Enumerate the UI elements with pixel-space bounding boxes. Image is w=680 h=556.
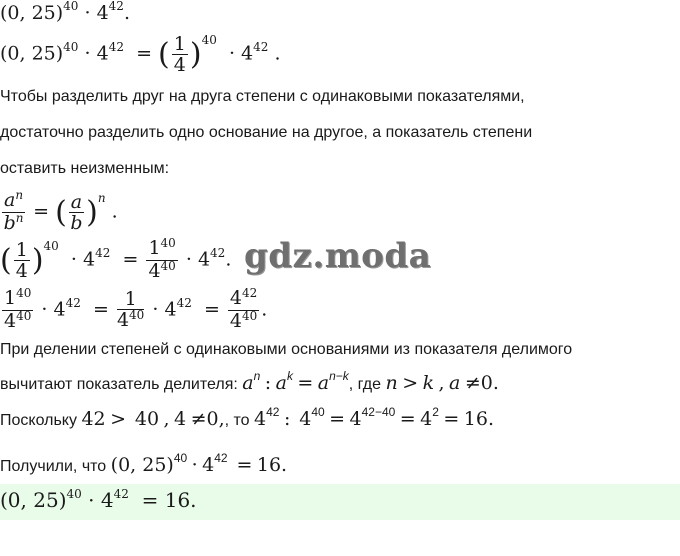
sixteen: 16 bbox=[463, 408, 488, 430]
a: a bbox=[449, 372, 461, 394]
four: 4 bbox=[349, 408, 362, 430]
dot: · bbox=[191, 454, 198, 476]
exp: 42 bbox=[266, 405, 280, 419]
zero: 0 bbox=[480, 372, 493, 394]
n42: 42 bbox=[81, 408, 106, 430]
exp: 40 bbox=[63, 39, 79, 54]
fraction-1pow40-4pow40 bbox=[146, 238, 177, 283]
exp: n bbox=[253, 369, 261, 383]
dot: · bbox=[228, 42, 235, 65]
equals: = bbox=[122, 248, 139, 271]
exp: 42 bbox=[95, 245, 111, 260]
denominator: b bbox=[70, 212, 83, 234]
text: Поскольку bbox=[0, 412, 77, 429]
four: 4 bbox=[164, 298, 177, 321]
fraction-a-b bbox=[69, 192, 84, 233]
mult: · 4 bbox=[78, 2, 109, 24]
base: (0, 25) bbox=[0, 42, 64, 65]
exp: n bbox=[15, 188, 24, 202]
fraction-an-bn bbox=[2, 190, 25, 235]
base: (0, 25) bbox=[0, 488, 67, 512]
fraction-1-4 bbox=[172, 34, 188, 75]
colon: : bbox=[283, 408, 291, 430]
a: a bbox=[275, 372, 287, 394]
formula-power-quotient: $\frac{a^n}{b^n}$ = ( $\frac{a}{b}$ )$^n$ . bbox=[3, 188, 118, 234]
exp: 40 bbox=[16, 286, 32, 300]
equals: = bbox=[236, 454, 253, 476]
exp: 42 bbox=[176, 295, 192, 310]
dot: · bbox=[70, 248, 77, 271]
period: . bbox=[123, 2, 130, 24]
answer-line: (0, $25)^{40} \cdot 4^{42} = 16$. bbox=[0, 487, 197, 512]
exp: 40 bbox=[242, 309, 258, 323]
expression-line-2: (0, $25)^{40} \cdot 4^{42}$ = ( $\frac{1}{4}$ )$^{40} \cdot 4^{42}$ . bbox=[0, 32, 281, 76]
a: a bbox=[242, 372, 254, 394]
numerator: 1 bbox=[173, 33, 186, 55]
exp: 40 bbox=[311, 405, 325, 419]
denominator bbox=[146, 261, 177, 283]
n: n bbox=[385, 372, 398, 394]
four: 4 bbox=[96, 42, 109, 65]
text: , где bbox=[348, 376, 382, 393]
four: 4 bbox=[241, 42, 254, 65]
equals: = bbox=[141, 488, 159, 512]
four: 4 bbox=[53, 298, 66, 321]
fraction-1pow40-4pow40 bbox=[2, 288, 33, 333]
text: вычитают показатель делителя: bbox=[0, 376, 238, 393]
four: 4 bbox=[100, 488, 114, 512]
exp: 42 bbox=[253, 39, 269, 54]
exp: 40 bbox=[63, 0, 79, 13]
paren: ) bbox=[31, 243, 44, 278]
text-line-3: оставить неизменным: bbox=[0, 160, 170, 177]
equals: = bbox=[399, 408, 416, 430]
gt: > bbox=[110, 408, 126, 430]
four: 4 bbox=[202, 454, 215, 476]
numerator bbox=[228, 288, 259, 311]
one: 1 bbox=[148, 237, 161, 259]
dot: · bbox=[41, 298, 48, 321]
dot: · bbox=[152, 298, 159, 321]
fraction-4pow42-4pow40 bbox=[228, 288, 259, 333]
text-line-7: Получили, что (0, $25)^{40} \cdot 4^{42} = 16$. bbox=[0, 451, 288, 476]
exp: 40 bbox=[160, 259, 176, 273]
exp: n−k bbox=[329, 369, 349, 383]
k: k bbox=[422, 372, 435, 394]
dot: · bbox=[88, 488, 95, 512]
exp: 42 bbox=[108, 0, 124, 13]
four: 4 bbox=[299, 408, 312, 430]
equals: = bbox=[92, 298, 109, 321]
exp: 42 bbox=[214, 451, 228, 465]
exp: 42 bbox=[108, 39, 124, 54]
text-line-1: Чтобы разделить друг на друга степени с одинаковыми показателями, bbox=[0, 88, 525, 105]
sixteen: 16 bbox=[164, 488, 191, 512]
sixteen: 16 bbox=[256, 454, 282, 476]
four: 4 bbox=[420, 408, 433, 430]
exp: 40 bbox=[43, 238, 59, 253]
colon: : bbox=[264, 372, 272, 394]
four: 4 bbox=[229, 310, 242, 332]
paren: ) bbox=[189, 37, 202, 72]
gt: > bbox=[402, 372, 419, 394]
dot: · bbox=[84, 42, 91, 65]
a: a bbox=[4, 189, 16, 211]
numerator bbox=[2, 288, 33, 311]
denominator: 4 bbox=[15, 260, 28, 282]
equals: = bbox=[33, 200, 50, 223]
numerator: a bbox=[70, 191, 83, 213]
neq: ≠ bbox=[464, 372, 481, 394]
exp: 40 bbox=[201, 32, 217, 47]
fraction-1-4 bbox=[14, 240, 30, 281]
zero: 0 bbox=[206, 408, 219, 430]
denominator bbox=[2, 213, 25, 235]
equals: = bbox=[297, 372, 314, 394]
equals: = bbox=[203, 298, 220, 321]
exp: k bbox=[286, 369, 293, 383]
numerator bbox=[146, 238, 177, 261]
denominator: 4 bbox=[173, 54, 186, 76]
text-line-4: При делении степеней с одинаковыми основаниями из показателя делимого bbox=[0, 341, 573, 358]
exp: 42 bbox=[113, 487, 129, 501]
n40: 40 bbox=[134, 408, 160, 430]
text-line-5: вычитают показатель делителя: $a^n$ : $a^k = a^{n-k}$, где n > k , a ≠0. bbox=[0, 369, 499, 394]
watermark-logo: gdz.moda bbox=[244, 236, 432, 276]
text: Получили, что bbox=[0, 458, 107, 475]
b: b bbox=[3, 212, 16, 234]
base: (0, 25) bbox=[0, 2, 64, 24]
paren: ) bbox=[86, 195, 98, 230]
exp: 40 bbox=[129, 308, 145, 322]
exp: 40 bbox=[160, 236, 176, 250]
denominator bbox=[228, 311, 259, 333]
neq: ≠ bbox=[190, 408, 207, 430]
dot: · bbox=[185, 248, 192, 271]
four: 4 bbox=[4, 310, 17, 332]
four: 4 bbox=[229, 287, 242, 309]
four: 4 bbox=[148, 260, 161, 282]
text: , то bbox=[224, 412, 250, 429]
exp: 42 bbox=[242, 286, 258, 300]
exp: 40 bbox=[66, 487, 82, 501]
exp: 42 bbox=[210, 245, 226, 260]
numerator: 1 bbox=[117, 289, 144, 310]
paren: ( bbox=[0, 243, 12, 278]
paren: ( bbox=[55, 195, 67, 230]
base: (0, 25) bbox=[110, 454, 174, 476]
exp: 40 bbox=[173, 451, 188, 465]
four: 4 bbox=[197, 248, 211, 271]
text-line-2: достаточно разделить одно основание на другое, а показатель степени bbox=[0, 124, 533, 141]
four: 4 bbox=[116, 309, 130, 331]
exp: 2 bbox=[432, 405, 439, 419]
denominator bbox=[2, 311, 33, 333]
fraction-1-4pow40 bbox=[117, 289, 144, 332]
one: 1 bbox=[4, 287, 17, 309]
numerator bbox=[2, 190, 25, 213]
formula-step-1: ( $\frac{1}{4}$ )$^{40} \cdot 4^{42}$ = $\frac{1^{40}}{4^{40}}$ · $4^{42}$. bbox=[0, 236, 232, 282]
a: a bbox=[317, 372, 330, 394]
formula-step-2: $\frac{1^{40}}{4^{40}}$ · $4^{42}$ = $\frac{1}{4^{40}}$ · $4^{42}$ = $\frac{4^{42}}{4^{40}}$ . bbox=[4, 286, 268, 332]
exp: n bbox=[97, 190, 106, 205]
exp: n bbox=[15, 211, 24, 225]
four: 4 bbox=[83, 248, 96, 271]
equals: = bbox=[443, 408, 460, 430]
four: 4 bbox=[254, 408, 267, 430]
four: 4 bbox=[174, 408, 187, 430]
exp: 42 bbox=[65, 295, 81, 310]
paren: ( bbox=[158, 37, 170, 72]
numerator: 1 bbox=[15, 239, 28, 261]
exp: 40 bbox=[16, 309, 32, 323]
expression-line-1 bbox=[0, 2, 130, 24]
denominator bbox=[117, 310, 144, 332]
equals: = bbox=[136, 42, 152, 65]
equals: = bbox=[329, 408, 346, 430]
text-line-6: Поскольку 42 > 40 , 4 ≠0,, то $4^{42}$ : $4^{40} = 4^{42-40} = 4^2 = 16$. bbox=[0, 405, 494, 430]
exp: 42−40 bbox=[361, 405, 396, 419]
